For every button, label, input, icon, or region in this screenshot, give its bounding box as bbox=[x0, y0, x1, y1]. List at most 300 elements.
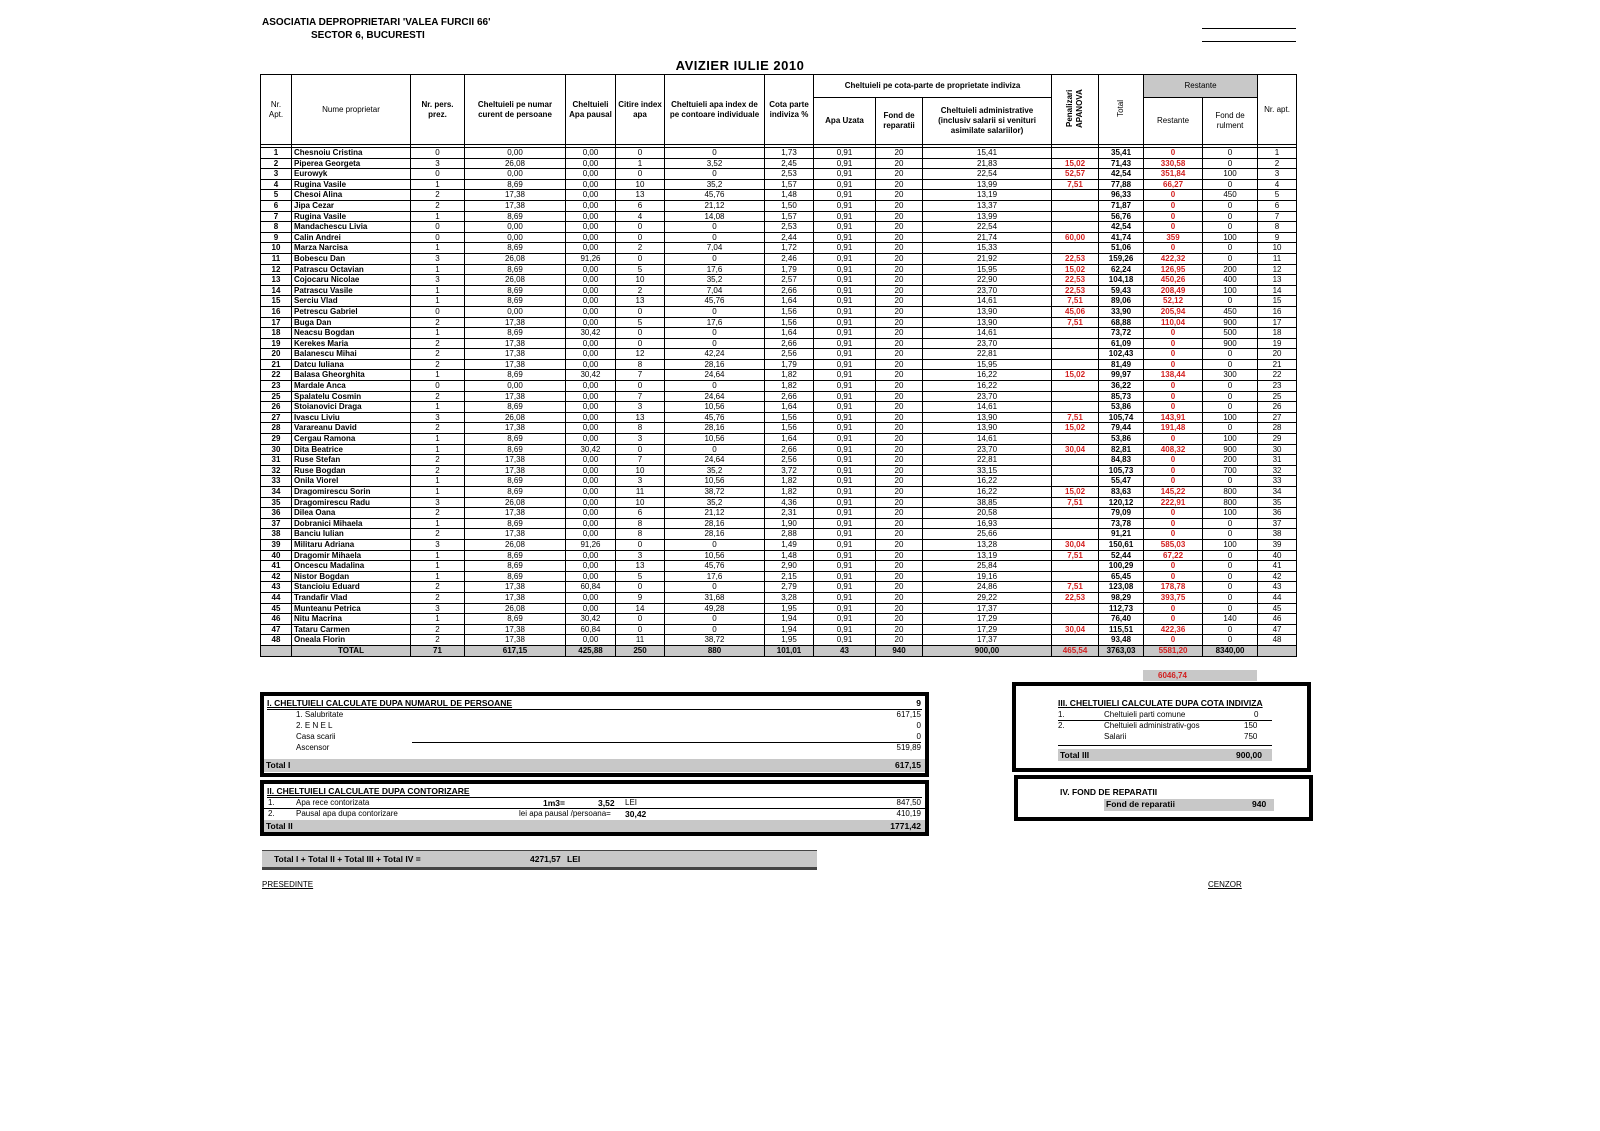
cell-nr-pers: 1 bbox=[411, 444, 465, 455]
cell-fond-rul: 300 bbox=[1203, 370, 1258, 381]
cell-penal: 22,53 bbox=[1052, 592, 1099, 603]
cell-ch-apa-pausal: 0,00 bbox=[566, 222, 616, 233]
cell-ch-apa-pausal: 0,00 bbox=[566, 148, 616, 159]
cell-citire: 10 bbox=[616, 465, 665, 476]
cell-total: 123,08 bbox=[1099, 582, 1144, 593]
cell-fond-rep: 20 bbox=[876, 275, 923, 286]
cell-ch-admin: 33,15 bbox=[923, 465, 1052, 476]
cell-nume: Nistor Bogdan bbox=[292, 571, 411, 582]
cell-cota: 1,57 bbox=[765, 179, 814, 190]
cell-ch-admin: 16,22 bbox=[923, 487, 1052, 498]
cell-fond-rep: 20 bbox=[876, 200, 923, 211]
section-1-item-4-label: Ascensor bbox=[296, 743, 330, 752]
cell-total: 55,47 bbox=[1099, 476, 1144, 487]
section-2-r1-no: 1. bbox=[268, 798, 275, 807]
cell-citire: 0 bbox=[616, 381, 665, 392]
cell-nr-apt-right: 1 bbox=[1258, 148, 1297, 159]
cell-fond-rul: 900 bbox=[1203, 444, 1258, 455]
section-1-item-1-label: 1. Salubritate bbox=[296, 710, 344, 719]
section-2-r2-no: 2. bbox=[268, 809, 275, 818]
cell-ch-apa-index: 7,04 bbox=[665, 243, 765, 254]
cell-citire: 7 bbox=[616, 370, 665, 381]
cell-fond-rep: 20 bbox=[876, 529, 923, 540]
cell-total: 102,43 bbox=[1099, 349, 1144, 360]
cell-restante: 0 bbox=[1144, 465, 1203, 476]
cell-nr-apt: 6 bbox=[261, 200, 292, 211]
cell-restante: 126,95 bbox=[1144, 264, 1203, 275]
cell-ch-apa-index: 0 bbox=[665, 582, 765, 593]
cell-nr-apt-right: 23 bbox=[1258, 381, 1297, 392]
table-row bbox=[261, 264, 1297, 275]
cell-ch-apa-index: 17,6 bbox=[665, 571, 765, 582]
cell-nr-apt: 44 bbox=[261, 592, 292, 603]
cell-ch-apa-pausal: 0,00 bbox=[566, 338, 616, 349]
cell-apa-uzata: 0,91 bbox=[814, 592, 876, 603]
section-2-r2-label: Pausal apa dupa contorizare bbox=[296, 809, 398, 818]
cell-nr-apt: 46 bbox=[261, 614, 292, 625]
cell-ch-admin: 15,95 bbox=[923, 359, 1052, 370]
section-4-title: IV. FOND DE REPARATII bbox=[1060, 787, 1158, 797]
table-row bbox=[261, 211, 1297, 222]
cell-ch-pers: 8,69 bbox=[465, 296, 566, 307]
cell-citire: 0 bbox=[616, 539, 665, 550]
cell-nr-pers: 2 bbox=[411, 455, 465, 466]
cell-nr-pers: 2 bbox=[411, 317, 465, 328]
cell-ch-apa-index: 35,2 bbox=[665, 179, 765, 190]
cell-ch-admin: 24,86 bbox=[923, 582, 1052, 593]
cell-penal bbox=[1052, 529, 1099, 540]
cell-apa-uzata: 0,91 bbox=[814, 275, 876, 286]
cell-ch-admin: 13,90 bbox=[923, 423, 1052, 434]
cell-fond-rep: 20 bbox=[876, 328, 923, 339]
cell-citire: 10 bbox=[616, 275, 665, 286]
cell-nume: Militaru Adriana bbox=[292, 539, 411, 550]
cell-restante: 0 bbox=[1144, 381, 1203, 392]
cell-total: 53,86 bbox=[1099, 434, 1144, 445]
cell-penal: 22,53 bbox=[1052, 275, 1099, 286]
cell-nr-apt-right: 34 bbox=[1258, 487, 1297, 498]
cell-fond-rul: 0 bbox=[1203, 381, 1258, 392]
section-2-r2-value: 410,19 bbox=[896, 809, 921, 818]
cell-total: 105,73 bbox=[1099, 465, 1144, 476]
cell-total: 73,78 bbox=[1099, 518, 1144, 529]
cell-apa-uzata: 0,91 bbox=[814, 349, 876, 360]
total-fond-rul: 8340,00 bbox=[1203, 645, 1258, 656]
cell-ch-pers: 8,69 bbox=[465, 402, 566, 413]
cell-restante: 0 bbox=[1144, 561, 1203, 572]
total-fond-rep: 940 bbox=[876, 645, 923, 656]
cell-fond-rep: 20 bbox=[876, 306, 923, 317]
cell-ch-pers: 17,38 bbox=[465, 190, 566, 201]
table-row bbox=[261, 306, 1297, 317]
cell-cota: 1,56 bbox=[765, 306, 814, 317]
cell-nr-pers: 2 bbox=[411, 338, 465, 349]
cell-fond-rep: 20 bbox=[876, 423, 923, 434]
cell-nr-apt: 15 bbox=[261, 296, 292, 307]
cell-fond-rul: 100 bbox=[1203, 169, 1258, 180]
table-row bbox=[261, 635, 1297, 646]
cell-total: 62,24 bbox=[1099, 264, 1144, 275]
cell-penal bbox=[1052, 614, 1099, 625]
cell-apa-uzata: 0,91 bbox=[814, 635, 876, 646]
cell-restante: 0 bbox=[1144, 349, 1203, 360]
cell-restante: 0 bbox=[1144, 391, 1203, 402]
cell-ch-pers: 8,69 bbox=[465, 614, 566, 625]
cell-ch-admin: 14,61 bbox=[923, 328, 1052, 339]
cell-apa-uzata: 0,91 bbox=[814, 465, 876, 476]
table-row bbox=[261, 412, 1297, 423]
cell-total: 79,09 bbox=[1099, 508, 1144, 519]
total-apa-uzata: 43 bbox=[814, 645, 876, 656]
cell-apa-uzata: 0,91 bbox=[814, 232, 876, 243]
section-1-item-2-value: 0 bbox=[916, 721, 921, 730]
cell-apa-uzata: 0,91 bbox=[814, 222, 876, 233]
grand-restante-blank bbox=[1202, 670, 1257, 681]
cell-cota: 2,45 bbox=[765, 158, 814, 169]
cell-fond-rul: 450 bbox=[1203, 306, 1258, 317]
top-signature-line-1 bbox=[1202, 28, 1296, 29]
cell-restante: 0 bbox=[1144, 148, 1203, 159]
cell-ch-admin: 23,70 bbox=[923, 285, 1052, 296]
page-title: AVIZIER IULIE 2010 bbox=[675, 58, 805, 73]
cell-citire: 0 bbox=[616, 306, 665, 317]
cell-nr-pers: 1 bbox=[411, 476, 465, 487]
table-row bbox=[261, 624, 1297, 635]
cell-ch-admin: 13,90 bbox=[923, 306, 1052, 317]
cell-ch-apa-index: 35,2 bbox=[665, 275, 765, 286]
cell-fond-rep: 20 bbox=[876, 508, 923, 519]
cell-total: 89,06 bbox=[1099, 296, 1144, 307]
cell-nr-apt: 16 bbox=[261, 306, 292, 317]
cell-restante: 178,78 bbox=[1144, 582, 1203, 593]
cell-ch-apa-index: 28,16 bbox=[665, 529, 765, 540]
cell-total: 83,63 bbox=[1099, 487, 1144, 498]
table-row bbox=[261, 508, 1297, 519]
cell-ch-pers: 0,00 bbox=[465, 222, 566, 233]
cell-ch-admin: 22,54 bbox=[923, 222, 1052, 233]
cell-ch-apa-pausal: 30,42 bbox=[566, 328, 616, 339]
cell-nr-apt: 37 bbox=[261, 518, 292, 529]
cell-restante: 0 bbox=[1144, 571, 1203, 582]
cell-ch-apa-pausal: 91,26 bbox=[566, 253, 616, 264]
total-nume: TOTAL bbox=[292, 645, 411, 656]
cell-restante: 0 bbox=[1144, 614, 1203, 625]
cell-nr-apt-right: 17 bbox=[1258, 317, 1297, 328]
cell-ch-apa-pausal: 91,26 bbox=[566, 539, 616, 550]
cell-fond-rep: 20 bbox=[876, 169, 923, 180]
section-2-r1-mid-label: 1m3= bbox=[543, 798, 565, 808]
cell-penal: 52,57 bbox=[1052, 169, 1099, 180]
cell-citire: 0 bbox=[616, 253, 665, 264]
cell-nr-apt: 1 bbox=[261, 148, 292, 159]
cell-nume: Onila Viorel bbox=[292, 476, 411, 487]
cell-nr-apt-right: 25 bbox=[1258, 391, 1297, 402]
cell-cota: 2,79 bbox=[765, 582, 814, 593]
cell-total: 76,40 bbox=[1099, 614, 1144, 625]
cell-restante: 66,27 bbox=[1144, 179, 1203, 190]
cell-ch-pers: 8,69 bbox=[465, 370, 566, 381]
cell-cota: 1,64 bbox=[765, 328, 814, 339]
cell-restante: 0 bbox=[1144, 434, 1203, 445]
cell-citire: 13 bbox=[616, 561, 665, 572]
cell-nr-pers: 2 bbox=[411, 190, 465, 201]
cell-ch-admin: 13,19 bbox=[923, 190, 1052, 201]
cell-total: 159,26 bbox=[1099, 253, 1144, 264]
table-row bbox=[261, 158, 1297, 169]
cell-ch-apa-pausal: 0,00 bbox=[566, 190, 616, 201]
cell-nume: Marza Narcisa bbox=[292, 243, 411, 254]
cell-nr-apt: 18 bbox=[261, 328, 292, 339]
cell-nume: Ruse Stefan bbox=[292, 455, 411, 466]
total-cota: 101,01 bbox=[765, 645, 814, 656]
cell-ch-apa-index: 0 bbox=[665, 148, 765, 159]
cell-nr-apt-right: 9 bbox=[1258, 232, 1297, 243]
cell-total: 115,51 bbox=[1099, 624, 1144, 635]
col-penal bbox=[1052, 75, 1099, 145]
cell-total: 150,61 bbox=[1099, 539, 1144, 550]
cell-ch-apa-index: 7,04 bbox=[665, 285, 765, 296]
cell-total: 77,88 bbox=[1099, 179, 1144, 190]
cell-penal bbox=[1052, 635, 1099, 646]
cell-penal: 15,02 bbox=[1052, 487, 1099, 498]
cell-penal: 7,51 bbox=[1052, 550, 1099, 561]
cell-nr-apt: 14 bbox=[261, 285, 292, 296]
cell-penal bbox=[1052, 148, 1099, 159]
cell-penal: 15,02 bbox=[1052, 158, 1099, 169]
cell-nr-apt-right: 38 bbox=[1258, 529, 1297, 540]
cell-penal bbox=[1052, 455, 1099, 466]
cell-fond-rep: 20 bbox=[876, 381, 923, 392]
cell-nr-apt-right: 31 bbox=[1258, 455, 1297, 466]
cell-citire: 0 bbox=[616, 222, 665, 233]
cell-nr-pers: 1 bbox=[411, 296, 465, 307]
cell-nr-pers: 1 bbox=[411, 518, 465, 529]
cell-total: 71,87 bbox=[1099, 200, 1144, 211]
cell-nr-apt: 45 bbox=[261, 603, 292, 614]
grand-total-bar bbox=[262, 850, 817, 870]
cell-ch-apa-index: 0 bbox=[665, 253, 765, 264]
cell-restante: 208,49 bbox=[1144, 285, 1203, 296]
cell-ch-apa-index: 0 bbox=[665, 624, 765, 635]
cell-fond-rul: 0 bbox=[1203, 253, 1258, 264]
section-3-r3-label: Salarii bbox=[1104, 732, 1127, 741]
table-row bbox=[261, 179, 1297, 190]
cell-cota: 1,56 bbox=[765, 412, 814, 423]
cell-penal: 7,51 bbox=[1052, 497, 1099, 508]
table-row bbox=[261, 328, 1297, 339]
cell-ch-pers: 8,69 bbox=[465, 487, 566, 498]
total-restante: 5581,20 bbox=[1144, 645, 1203, 656]
cell-fond-rul: 0 bbox=[1203, 582, 1258, 593]
col-ch-apa-index: Cheltuieli apa index de pe contoare individuale bbox=[665, 75, 765, 145]
cell-nume: Datcu Iuliana bbox=[292, 359, 411, 370]
cell-nr-apt-right: 7 bbox=[1258, 211, 1297, 222]
cell-restante: 0 bbox=[1144, 211, 1203, 222]
section-3-total-value: 900,00 bbox=[1236, 750, 1262, 760]
cell-fond-rep: 20 bbox=[876, 148, 923, 159]
cell-cota: 2,66 bbox=[765, 444, 814, 455]
cell-restante: 52,12 bbox=[1144, 296, 1203, 307]
section-1-item-3-label: Casa scarii bbox=[296, 732, 336, 741]
cell-fond-rep: 20 bbox=[876, 465, 923, 476]
cell-fond-rep: 20 bbox=[876, 391, 923, 402]
cell-nr-apt-right: 35 bbox=[1258, 497, 1297, 508]
cell-ch-apa-index: 24,64 bbox=[665, 455, 765, 466]
cell-apa-uzata: 0,91 bbox=[814, 455, 876, 466]
cell-citire: 7 bbox=[616, 391, 665, 402]
cell-nr-apt-right: 13 bbox=[1258, 275, 1297, 286]
cell-ch-pers: 17,38 bbox=[465, 200, 566, 211]
cell-ch-admin: 16,22 bbox=[923, 370, 1052, 381]
cell-penal: 60,00 bbox=[1052, 232, 1099, 243]
cell-nume: Dobranici Mihaela bbox=[292, 518, 411, 529]
cell-ch-admin: 14,61 bbox=[923, 296, 1052, 307]
col-restante: Restante bbox=[1144, 98, 1203, 145]
cell-total: 85,73 bbox=[1099, 391, 1144, 402]
table-row bbox=[261, 296, 1297, 307]
cell-fond-rep: 20 bbox=[876, 253, 923, 264]
cell-nr-apt: 36 bbox=[261, 508, 292, 519]
cell-ch-apa-pausal: 0,00 bbox=[566, 402, 616, 413]
cell-nr-apt: 27 bbox=[261, 412, 292, 423]
cell-total: 99,97 bbox=[1099, 370, 1144, 381]
cell-ch-apa-pausal: 0,00 bbox=[566, 434, 616, 445]
cell-apa-uzata: 0,91 bbox=[814, 412, 876, 423]
cell-ch-apa-index: 42,24 bbox=[665, 349, 765, 360]
cell-nr-apt-right: 47 bbox=[1258, 624, 1297, 635]
cell-nr-apt: 30 bbox=[261, 444, 292, 455]
cell-cota: 1,50 bbox=[765, 200, 814, 211]
section-2-r1-mid-value: 3,52 bbox=[598, 798, 615, 808]
cell-nr-apt: 34 bbox=[261, 487, 292, 498]
cell-fond-rul: 0 bbox=[1203, 158, 1258, 169]
cell-fond-rul: 200 bbox=[1203, 264, 1258, 275]
table-row bbox=[261, 550, 1297, 561]
cell-nume: Cergau Ramona bbox=[292, 434, 411, 445]
cell-total: 73,72 bbox=[1099, 328, 1144, 339]
cell-fond-rep: 20 bbox=[876, 561, 923, 572]
cell-nr-pers: 2 bbox=[411, 391, 465, 402]
cell-ch-apa-pausal: 0,00 bbox=[566, 179, 616, 190]
section-1-item-2-label: 2. E N E L bbox=[296, 721, 333, 730]
cell-ch-admin: 15,33 bbox=[923, 243, 1052, 254]
section-2-r1-label: Apa rece contorizata bbox=[296, 798, 370, 807]
cell-citire: 14 bbox=[616, 603, 665, 614]
cell-nume: Petrescu Gabriel bbox=[292, 306, 411, 317]
cell-citire: 0 bbox=[616, 444, 665, 455]
cell-penal: 7,51 bbox=[1052, 179, 1099, 190]
cell-nr-pers: 3 bbox=[411, 497, 465, 508]
cell-nr-apt-right: 30 bbox=[1258, 444, 1297, 455]
cell-fond-rep: 20 bbox=[876, 487, 923, 498]
cell-nr-pers: 2 bbox=[411, 624, 465, 635]
cell-ch-admin: 20,58 bbox=[923, 508, 1052, 519]
cell-ch-apa-pausal: 0,00 bbox=[566, 391, 616, 402]
cell-apa-uzata: 0,91 bbox=[814, 539, 876, 550]
cell-ch-apa-pausal: 0,00 bbox=[566, 423, 616, 434]
cell-restante: 0 bbox=[1144, 508, 1203, 519]
cell-penal bbox=[1052, 603, 1099, 614]
cell-apa-uzata: 0,91 bbox=[814, 338, 876, 349]
cell-fond-rep: 20 bbox=[876, 624, 923, 635]
cell-nr-pers: 3 bbox=[411, 603, 465, 614]
cell-nume: Stancioiu Eduard bbox=[292, 582, 411, 593]
cell-nr-pers: 2 bbox=[411, 465, 465, 476]
table-row bbox=[261, 200, 1297, 211]
cell-nume: Eurowyk bbox=[292, 169, 411, 180]
section-3-box bbox=[1012, 682, 1311, 772]
cell-ch-admin: 21,92 bbox=[923, 253, 1052, 264]
cell-apa-uzata: 0,91 bbox=[814, 264, 876, 275]
section-4-value: 940 bbox=[1252, 799, 1267, 809]
cell-penal bbox=[1052, 359, 1099, 370]
section-2-total-bar bbox=[264, 820, 925, 832]
cell-nr-apt-right: 46 bbox=[1258, 614, 1297, 625]
cell-total: 82,81 bbox=[1099, 444, 1144, 455]
cell-cota: 1,49 bbox=[765, 539, 814, 550]
cell-apa-uzata: 0,91 bbox=[814, 317, 876, 328]
cell-nume: Nitu Macrina bbox=[292, 614, 411, 625]
cell-fond-rul: 100 bbox=[1203, 285, 1258, 296]
cell-ch-admin: 14,61 bbox=[923, 402, 1052, 413]
cell-penal: 7,51 bbox=[1052, 317, 1099, 328]
section-3-title: III. CHELTUIELI CALCULATE DUPA COTA INDIVIZA bbox=[1058, 698, 1263, 708]
cell-restante: 422,36 bbox=[1144, 624, 1203, 635]
cell-ch-apa-index: 35,2 bbox=[665, 465, 765, 476]
cell-ch-apa-pausal: 0,00 bbox=[566, 487, 616, 498]
cell-citire: 6 bbox=[616, 508, 665, 519]
cell-nume: Mandachescu Livia bbox=[292, 222, 411, 233]
cell-nume: Balasa Gheorghita bbox=[292, 370, 411, 381]
cell-nr-pers: 1 bbox=[411, 434, 465, 445]
cell-ch-apa-pausal: 0,00 bbox=[566, 158, 616, 169]
cell-fond-rul: 100 bbox=[1203, 508, 1258, 519]
cell-nr-apt-right: 16 bbox=[1258, 306, 1297, 317]
cell-ch-apa-pausal: 0,00 bbox=[566, 518, 616, 529]
cell-ch-admin: 29,22 bbox=[923, 592, 1052, 603]
section-4-box bbox=[1014, 775, 1313, 821]
cell-cota: 1,56 bbox=[765, 423, 814, 434]
cell-nume: Dragomirescu Sorin bbox=[292, 487, 411, 498]
cell-penal bbox=[1052, 391, 1099, 402]
cell-apa-uzata: 0,91 bbox=[814, 423, 876, 434]
cell-restante: 393,75 bbox=[1144, 592, 1203, 603]
cell-cota: 3,28 bbox=[765, 592, 814, 603]
cell-penal: 22,53 bbox=[1052, 285, 1099, 296]
section-3-r2-value: 150 bbox=[1244, 721, 1258, 730]
cell-total: 53,86 bbox=[1099, 402, 1144, 413]
section-1-total-label: Total I bbox=[266, 760, 291, 770]
cell-fond-rul: 100 bbox=[1203, 412, 1258, 423]
cell-nr-apt: 9 bbox=[261, 232, 292, 243]
cell-ch-pers: 8,69 bbox=[465, 434, 566, 445]
cell-ch-pers: 26,08 bbox=[465, 275, 566, 286]
cell-ch-apa-pausal: 60,84 bbox=[566, 582, 616, 593]
cell-nr-apt-right: 43 bbox=[1258, 582, 1297, 593]
cell-citire: 0 bbox=[616, 614, 665, 625]
cell-ch-apa-pausal: 0,00 bbox=[566, 243, 616, 254]
cell-cota: 1,64 bbox=[765, 402, 814, 413]
total-citire: 250 bbox=[616, 645, 665, 656]
cell-citire: 3 bbox=[616, 434, 665, 445]
cell-cota: 1,79 bbox=[765, 359, 814, 370]
cell-ch-pers: 17,38 bbox=[465, 338, 566, 349]
cell-restante: 450,26 bbox=[1144, 275, 1203, 286]
cell-nr-pers: 3 bbox=[411, 158, 465, 169]
cell-ch-pers: 26,08 bbox=[465, 253, 566, 264]
cell-penal: 15,02 bbox=[1052, 423, 1099, 434]
cell-citire: 2 bbox=[616, 285, 665, 296]
